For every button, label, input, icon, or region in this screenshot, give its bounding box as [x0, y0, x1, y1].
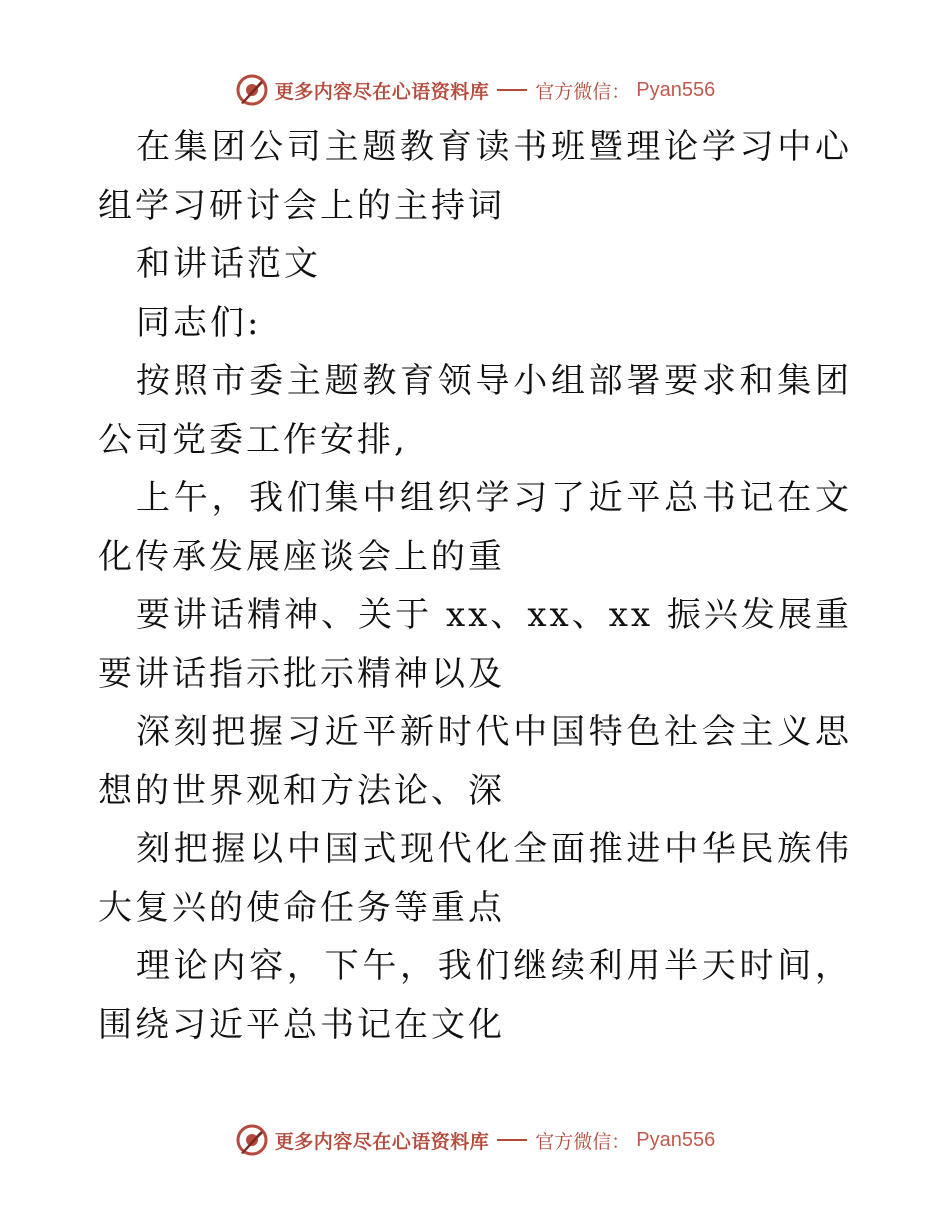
footer-banner — [0, 1120, 950, 1160]
paragraph: 按照市委主题教育领导小组部署要求和集团公司党委工作安排, — [98, 361, 852, 460]
pen-logo-icon — [235, 73, 269, 107]
pen-logo-icon — [235, 1123, 269, 1157]
paragraph: 上午，我们集中组织学习了近平总书记在文化传承发展座谈会上的重 — [98, 478, 852, 577]
banner-dash — [497, 1139, 527, 1141]
paragraph: 刻把握以中国式现代化全面推进中华民族伟大复兴的使命任务等重点 — [98, 829, 852, 928]
paragraph: 深刻把握习近平新时代中国特色社会主义思想的世界观和方法论、深 — [98, 712, 852, 811]
wechat-label: 官方微信： — [535, 80, 631, 103]
paragraph: 和讲话范文 — [136, 244, 321, 284]
banner-text: 更多内容尽在心语资料库 — [274, 80, 490, 103]
paragraph: 同志们: — [136, 302, 262, 343]
wechat-label: 官方微信： — [535, 1130, 631, 1153]
paragraph: 要讲话精神、关于 xx、xx、xx 振兴发展重要讲话指示批示精神以及 — [98, 595, 852, 694]
banner-text: 更多内容尽在心语资料库 — [274, 1130, 490, 1153]
paragraph: 理论内容，下午，我们继续利用半天时间，围绕习近平总书记在文化 — [98, 946, 852, 1045]
header-banner — [0, 70, 950, 110]
wechat-id: Pyan556 — [636, 1128, 716, 1151]
paragraph: 在集团公司主题教育读书班暨理论学习中心组学习研讨会上的主持词 — [98, 127, 852, 226]
document-body — [98, 118, 852, 1054]
wechat-id: Pyan556 — [636, 78, 716, 101]
banner-dash — [497, 89, 527, 91]
